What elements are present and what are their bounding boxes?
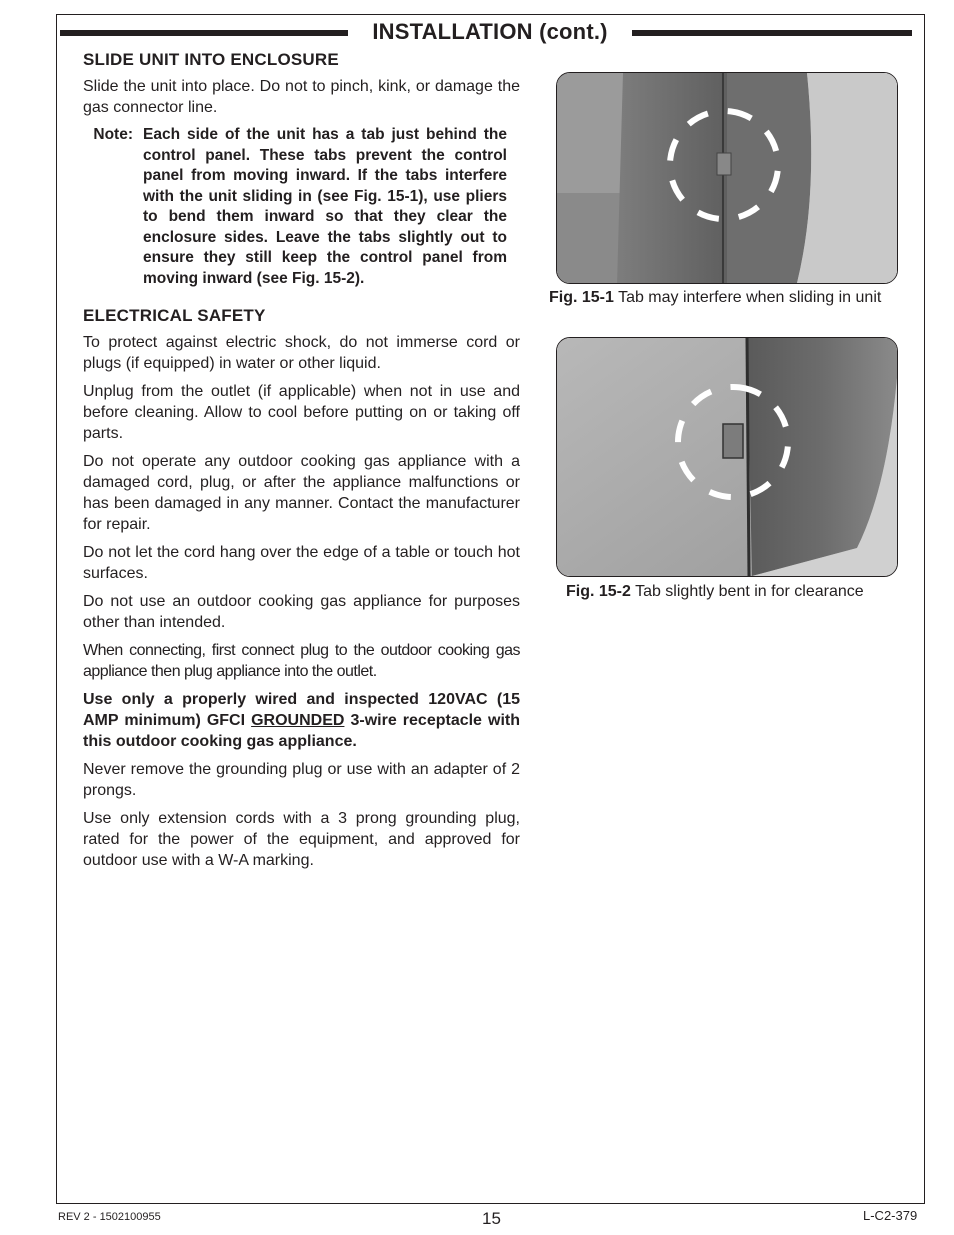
figure-15-1-label: Fig. 15-1 [549,289,614,306]
page-title: INSTALLATION (cont.) [372,19,608,44]
electrical-paragraph-4: Do not let the cord hang over the edge of a table or touch hot surfaces. [83,544,520,582]
page-number: 15 [482,1209,501,1228]
gfci-text-start: Use only a properly wired and inspected 120VAC (15 AMP minimum) GFCI [83,691,520,729]
electrical-paragraph-9: Use only extension cords with a 3 prong grounding plug, rated for the power of the equipment, and approved for outdoor use with a W-A marking. [83,810,520,869]
header-rule-left [60,30,348,36]
electrical-paragraph-5: Do not use an outdoor cooking gas appliance for purposes other than intended. [83,593,520,631]
electrical-paragraph-6: When connecting, first connect plug to the outdoor cooking gas appliance then plug appliance into the outlet. [83,642,520,680]
electrical-paragraph-3: Do not operate any outdoor cooking gas appliance with a damaged cord, plug, or after the appliance malfunctions or has been damaged in any manner. Contact the manufacturer for repair. [83,453,520,533]
figure-15-2-label: Fig. 15-2 [566,583,631,600]
electrical-paragraph-1: To protect against electric shock, do not immerse cord or plugs (if equipped) in water or other liquid. [83,334,520,372]
figure-15-1-caption [549,289,881,307]
figure-15-2-photo [556,337,898,577]
header-rule-right [632,30,912,36]
note-label: Note: [93,126,133,143]
electrical-paragraph-8: Never remove the grounding plug or use with an adapter of 2 prongs. [83,761,520,799]
figure-15-1-photo [556,72,898,284]
electrical-section-heading: ELECTRICAL SAFETY [83,306,266,325]
figure-15-1-caption-text: Tab may interfere when sliding in unit [613,289,882,306]
revision-code: REV 2 - 1502100955 [58,1211,161,1223]
electrical-paragraph-2: Unplug from the outlet (if applicable) when not in use and before cleaning. Allow to cool before putting on or taking off parts. [83,383,520,442]
left-column [83,50,520,878]
slide-section-heading: SLIDE UNIT INTO ENCLOSURE [83,50,339,69]
figure-15-2-caption-text: Tab slightly bent in for clearance [630,583,864,600]
document-code: L-C2-379 [863,1208,918,1223]
gfci-text-end: 3-wire receptacle with this outdoor cooking gas appliance. [83,712,520,750]
grounded-emphasis: GROUNDED [251,712,345,729]
note-block [83,125,520,289]
note-text: Each side of the unit has a tab just behind the control panel. These tabs prevent the control panel from moving inward. If the tabs interfere with the unit sliding in (see Fig. 15-1), use pliers to bend them inward so that they clear the enclosure sides. Leave the tabs slightly out to ensure they still keep the control panel from moving inward (see Fig. 15-2). [143,126,507,287]
figure-15-2-caption [566,583,864,601]
slide-section-text: Slide the unit into place. Do not to pinch, kink, or damage the gas connector line. [83,78,520,116]
electrical-paragraph-7 [83,689,520,752]
